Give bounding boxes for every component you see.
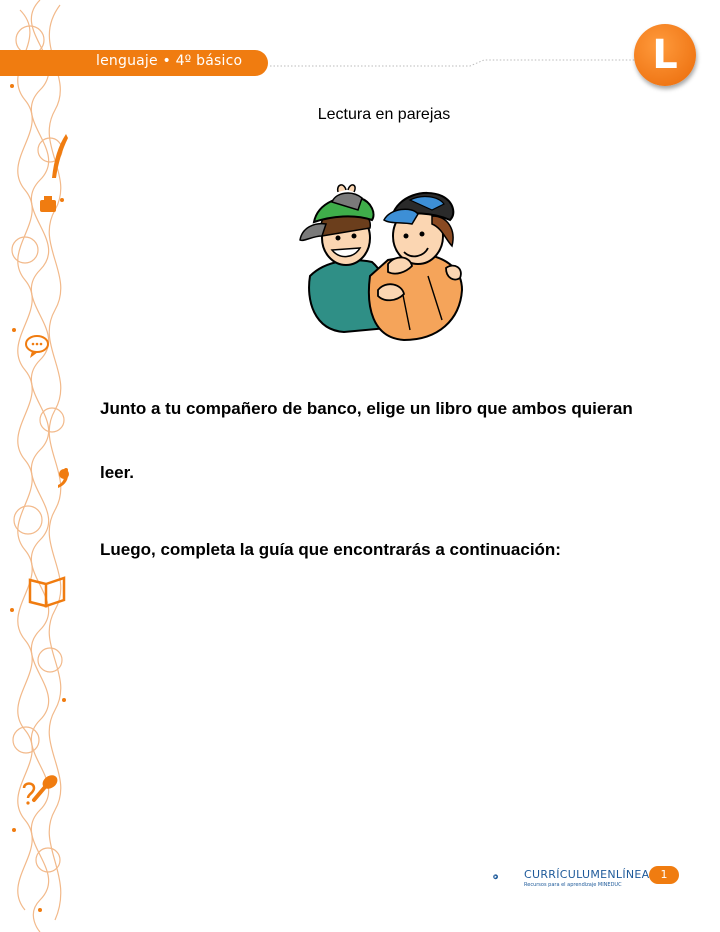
instruction-paragraph-1-continued: leer.: [100, 463, 135, 482]
instruction-paragraph-1: Junto a tu compañero de banco, elige un libro que ambos quieran: [100, 399, 633, 418]
ink-pot-icon: [40, 196, 56, 212]
subject-grade-label: lenguaje • 4º básico: [96, 53, 243, 69]
curriculum-logo-text: CURRÍCULUMENLÍNEA: [524, 868, 650, 881]
page-number-badge: 1: [649, 866, 679, 884]
badge-letter: L: [652, 32, 678, 78]
swirl-decoration: [0, 0, 80, 932]
curriculum-logo-subtext: Recursos para el aprendizaje MINEDUC: [524, 882, 622, 888]
subject-badge: [634, 24, 696, 86]
microphone-icon: [34, 772, 60, 800]
book-icon: [30, 578, 64, 606]
two-boys-illustration: [292, 180, 468, 344]
header-dotted-line: [270, 56, 640, 68]
page-title: Lectura en parejas: [317, 106, 451, 123]
question-mark-icon: [24, 784, 34, 805]
logo-arrow-icon: [493, 862, 523, 892]
instruction-paragraph-2: Luego, completa la guía que encontrarás a continuación:: [100, 540, 561, 559]
